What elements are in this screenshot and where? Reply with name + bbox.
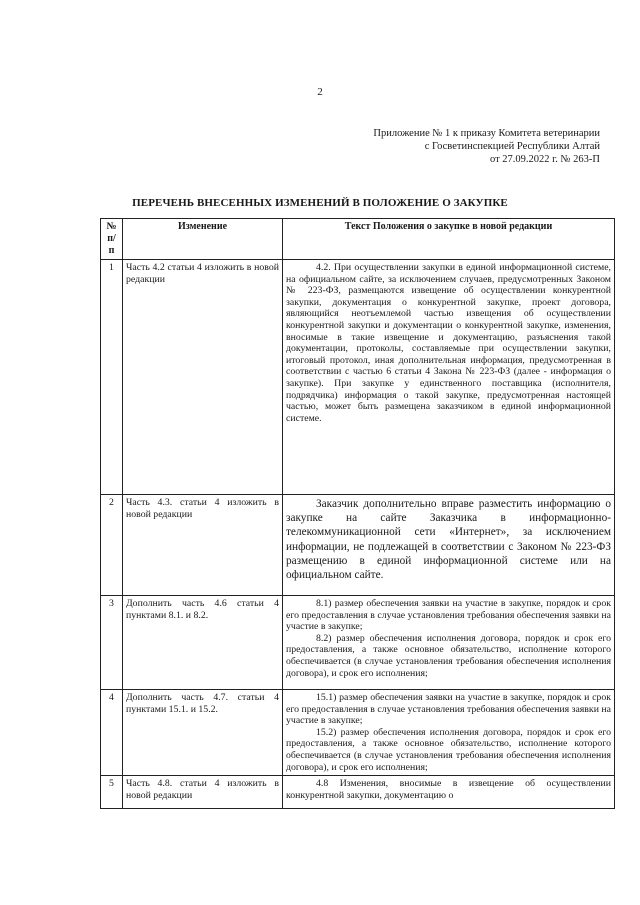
row-number: 2 (101, 495, 123, 596)
row-number: 3 (101, 596, 123, 690)
appendix-line: от 27.09.2022 г. № 263-П (489, 154, 600, 165)
appendix-line: Приложение № 1 к приказу Комитета ветеринарии (373, 128, 600, 139)
table-row (101, 776, 615, 809)
row-number: 4 (101, 690, 123, 776)
appendix-header (300, 127, 600, 166)
row-text (283, 495, 615, 596)
row-change: Дополнить часть 4.7. статьи 4 пунктами 15.1. и 15.2. (123, 690, 283, 776)
row-change: Часть 4.2 статьи 4 изложить в новой редакции (123, 260, 283, 495)
table-row (101, 495, 615, 596)
row-number: 1 (101, 260, 123, 495)
appendix-line: с Госветинспекцией Республики Алтай (424, 141, 600, 152)
row-paragraph: 15.1) размер обеспечения заявки на участие в закупке, порядок и срок его предоставления в случае установления требования обеспечения заявки на участие в закупке; (286, 692, 611, 727)
row-text (283, 776, 615, 809)
row-paragraph: 4.8 Изменения, вносимые в извещение об осуществлении конкурентной закупки, документацию о (286, 778, 611, 801)
row-change: Дополнить часть 4.6 статьи 4 пунктами 8.1. и 8.2. (123, 596, 283, 690)
row-paragraph: 8.2) размер обеспечения исполнения договора, порядок и срок его предоставления, а также основное обязательство, исполнение которого обеспечивается (в случае установления требования обеспечения исполнения договора), и срок его исполнения; (286, 632, 611, 679)
header-text: Текст Положения о закупке в новой редакции (283, 219, 615, 260)
header-number: № п/ п (101, 219, 123, 260)
row-paragraph: 15.2) размер обеспечения исполнения договора, порядок и срок его предоставления, а также основное обязательство, исполнение которого обеспечивается (в случае установления требования обеспечения исполнения договора), и срок его исполнения; (286, 726, 611, 773)
row-text (283, 690, 615, 776)
row-change: Часть 4.3. статьи 4 изложить в новой редакции (123, 495, 283, 596)
table-row (101, 690, 615, 776)
row-text (283, 596, 615, 690)
row-paragraph: 4.2. При осуществлении закупки в единой информационной системе, на официальном сайте, за исключением случаев, предусмотренных Законом № 223-ФЗ, размещаются извещение об осуществлении конкурентной закупки, документация о конкурентной закупке, проект договора, являющийся неотъемлемой частью извещения об осуществлении конкурентной закупки и документации о конкурентной закупке, изменения, вносимые в такие извещение и документацию, разъяснения такой документации, протоколы, составляемые при осуществлении закупки, итоговый протокол, иная дополнительная информация, предусмотренная в соответствии с частью 6 статьи 4 Закона № 223-ФЗ (далее - информация о закупке). При закупке у единственного поставщика (исполнителя, подрядчика) информация о такой закупке, предусмотренная настоящей частью, может быть размещена заказчиком в единой информационной системе. (286, 262, 611, 424)
table-row (101, 260, 615, 495)
row-paragraph: Заказчик дополнительно вправе разместить информацию о закупке на сайте Заказчика в информационно-телекоммуникационной сети «Интернет», за исключением информации, не подлежащей в соответствии с Законом № 223-ФЗ размещению в единой информационной системе или на официальном сайте. (286, 498, 611, 582)
page-number: 2 (317, 86, 323, 98)
changes-table (100, 218, 615, 809)
table-header-row (101, 219, 615, 260)
row-change: Часть 4.8. статьи 4 изложить в новой редакции (123, 776, 283, 809)
document-title: ПЕРЕЧЕНЬ ВНЕСЕННЫХ ИЗМЕНЕНИЙ В ПОЛОЖЕНИЕ О ЗАКУПКЕ (132, 197, 508, 209)
table-row (101, 596, 615, 690)
header-change: Изменение (123, 219, 283, 260)
row-paragraph: 8.1) размер обеспечения заявки на участие в закупке, порядок и срок его предоставления в случае установления требования обеспечения заявки на участие в закупке; (286, 598, 611, 633)
row-text (283, 260, 615, 495)
row-number: 5 (101, 776, 123, 809)
